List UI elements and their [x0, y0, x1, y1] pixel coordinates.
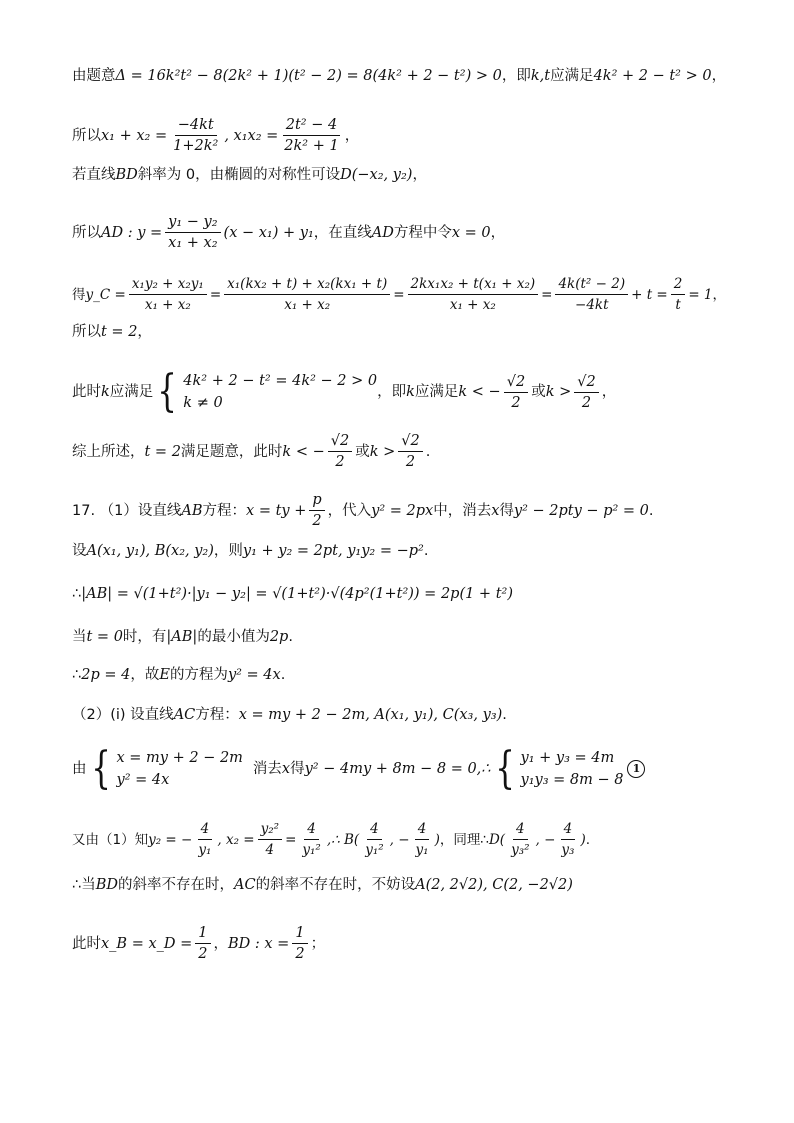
math-expression: , x₂ =	[217, 831, 255, 848]
math-expression: x₁ + x₂ =	[101, 127, 168, 144]
math-expression: )	[434, 831, 440, 848]
solution-line-3	[72, 165, 754, 185]
fraction	[170, 116, 221, 155]
solution-line-2	[72, 116, 754, 155]
denominator: 2k² + 1	[284, 138, 339, 154]
text: .	[502, 707, 507, 723]
denominator: y₁	[198, 842, 212, 858]
denominator: t	[675, 297, 681, 313]
fraction	[574, 373, 598, 412]
denominator: x₁ + x₂	[144, 297, 191, 313]
math-expression: y² = 4x	[227, 667, 281, 683]
denominator: y₁	[415, 842, 429, 858]
math-expression: =	[285, 831, 297, 848]
fraction	[292, 924, 307, 963]
numerator: x₁(kx₂ + t) + x₂(kx₁ + t)	[224, 275, 390, 295]
math-expression: , −	[389, 831, 410, 848]
math-expression: t = 0	[86, 629, 123, 645]
solution-line-7	[72, 366, 754, 417]
denominator: 2	[295, 946, 305, 962]
numerator: 1	[292, 924, 307, 944]
numerator: 4	[304, 820, 319, 840]
math-expression: BD : x =	[228, 935, 290, 952]
fraction	[362, 820, 386, 859]
math-expression: 4k² + 2 − t² > 0	[593, 68, 712, 84]
denominator: 2	[511, 394, 521, 411]
denominator: −4kt	[575, 297, 609, 313]
text: 得	[290, 761, 305, 777]
fraction	[671, 275, 686, 314]
text: ，	[712, 286, 727, 303]
text: ，	[344, 127, 360, 144]
text: ，即	[377, 384, 407, 400]
solution-line-8	[72, 432, 754, 471]
math-expression: |AB|	[166, 629, 198, 645]
math-expression: AB	[181, 502, 203, 519]
text: 中，消去	[433, 502, 492, 519]
numerator: 4	[561, 820, 576, 840]
fraction	[413, 820, 432, 859]
text: 所以	[72, 324, 101, 340]
math-variable: E	[159, 667, 170, 683]
text: 的斜率不存在时，	[118, 877, 235, 893]
solution-line-14	[72, 705, 754, 725]
equation-system: { x = my + 2 − 2m y² = 4x	[90, 743, 243, 794]
math-expression: 2p	[269, 629, 289, 645]
math-expression: ,∴ B(	[326, 831, 360, 848]
denominator: 4	[265, 842, 275, 858]
fraction	[195, 924, 210, 963]
denominator: 1+2k²	[173, 138, 219, 154]
fraction	[258, 820, 282, 859]
math-variable: k,t	[530, 68, 551, 84]
numerator: √2	[574, 373, 598, 393]
math-expression: , x₁x₂ =	[224, 127, 279, 144]
system-row: y₁ + y₃ = 4m	[520, 750, 615, 766]
fraction	[165, 213, 220, 252]
text: ，代入	[327, 502, 372, 519]
text: 方程：	[202, 502, 247, 519]
text: 所以	[72, 127, 101, 144]
numerator: p	[309, 491, 324, 511]
text: 若直线	[72, 167, 116, 183]
fraction	[328, 432, 352, 471]
numerator: 2	[671, 275, 686, 295]
numerator: √2	[328, 432, 352, 452]
math-expression: k >	[545, 384, 572, 400]
text: 的方程为	[169, 667, 228, 683]
text: ∴当	[72, 877, 96, 893]
text: .	[280, 667, 286, 683]
text: ，	[601, 384, 617, 400]
fraction	[224, 275, 390, 314]
system-row: 4k² + 2 − t² = 4k² − 2 > 0	[183, 373, 378, 389]
math-expression: D(−x₂, y₂)	[340, 167, 413, 183]
text: 又由（1）知	[72, 831, 149, 848]
text: 17. （1）设直线	[72, 502, 182, 519]
system-row: k ≠ 0	[183, 395, 223, 411]
text: 得	[499, 502, 514, 519]
math-expression: )	[580, 831, 586, 848]
solution-line-11	[72, 584, 754, 604]
solution-line-12	[72, 627, 754, 647]
text: ，	[490, 224, 506, 241]
numerator: √2	[398, 432, 422, 452]
math-variable: x	[281, 761, 291, 777]
text: 此时	[72, 935, 101, 952]
fraction	[195, 820, 214, 859]
text: ，故	[130, 667, 160, 683]
fraction	[558, 820, 577, 859]
denominator: 2	[198, 946, 208, 962]
text: 的斜率不存在时，不妨设	[255, 877, 416, 893]
math-expression: |AB| = √(1+t²)·|y₁ − y₂| = √(1+t²)·√(4p²(1+t²)) = 2p(1 + t²)	[81, 586, 513, 602]
math-expression: x = 0	[451, 224, 491, 241]
solution-line-5: 得 y_C = $\frac{\text{x₁y₂ + x₂y₁}}{\text{x₁ + x₂}}$ = $\frac{\text{x₁(kx₂ + t) + x₂(kx₁ + t)}}{\text{x₁ + x₂}}$ = $\frac{\text{2kx₁x₂ + t(x₁ + x₂)}}{\text{x₁ + x₂}}$ = $\frac{\text{4k(t² − 2)}}{-4kt}$ + t = $\frac{2}{t}$ = 1 ，	[72, 276, 727, 313]
numerator: 1	[195, 924, 210, 944]
math-expression: y_C =	[85, 286, 126, 303]
fraction	[309, 491, 324, 530]
text: 应满足	[109, 384, 154, 400]
system-row: y² = 4x	[116, 772, 170, 788]
text: .	[585, 831, 591, 848]
math-expression: = 1	[688, 286, 713, 303]
text: .	[425, 443, 431, 460]
fraction	[398, 432, 422, 471]
math-expression: y₁ + y₂ = 2pt, y₁y₂ = −p²	[242, 543, 424, 559]
math-expression: k < −	[282, 443, 325, 460]
solution-line-18	[72, 924, 754, 963]
denominator: 2	[335, 454, 345, 470]
fraction	[508, 820, 532, 859]
math-expression: AD	[371, 224, 394, 241]
numerator: −4kt	[175, 116, 217, 136]
math-variable: k	[406, 384, 415, 400]
math-expression: A(2, 2√2), C(2, −2√2)	[415, 877, 573, 893]
text: 或	[531, 384, 546, 400]
text: 此时	[72, 384, 101, 400]
solution-line-9	[72, 491, 754, 530]
text: 或	[355, 443, 370, 460]
math-expression: + t =	[631, 286, 668, 303]
equation-system: { y₁ + y₃ = 4m y₁y₃ = 8m − 8	[494, 743, 624, 794]
text: ；	[310, 935, 326, 952]
math-expression: AC	[234, 877, 256, 893]
solution-line-15	[72, 743, 754, 794]
text: 时，有	[122, 629, 167, 645]
text: 应满足	[414, 384, 459, 400]
math-variable: x	[491, 502, 500, 519]
math-expression: 2p = 4	[81, 667, 131, 683]
fraction	[555, 275, 628, 314]
math-expression: y² − 4my + 8m − 8 = 0,∴	[304, 761, 491, 777]
text: 由题意	[72, 68, 116, 84]
text: 当	[72, 629, 87, 645]
numerator: 4	[198, 820, 213, 840]
math-expression: k < −	[458, 384, 501, 400]
solution-line-10	[72, 541, 754, 561]
text: 方程：	[195, 707, 239, 723]
denominator: y₃	[561, 842, 575, 858]
numerator: 2t² − 4	[283, 116, 340, 136]
text: 综上所述，	[72, 443, 145, 460]
text: ，	[412, 167, 427, 183]
text: ，则	[213, 543, 243, 559]
denominator: 2	[581, 394, 592, 411]
numerator: √2	[504, 373, 528, 393]
math-expression: x = ty +	[246, 502, 307, 519]
fraction	[299, 820, 323, 859]
denominator: x₁ + x₂	[449, 297, 496, 313]
text: 满足题意，此时	[180, 443, 283, 460]
numerator: 4k(t² − 2)	[555, 275, 628, 295]
fraction	[504, 373, 528, 412]
math-expression: (x − x₁) + y₁	[223, 224, 314, 241]
math-expression: D(	[488, 831, 506, 848]
math-expression: x_B = x_D =	[101, 935, 193, 952]
text: 斜率为 0，由椭圆的对称性可设	[137, 167, 341, 183]
math-expression: AC	[173, 707, 196, 723]
denominator: x₁ + x₂	[168, 235, 218, 251]
solution-line-17	[72, 875, 754, 895]
math-expression: y² − 2pty − p² = 0	[513, 502, 649, 519]
equation-system: { 4k² + 2 − t² = 4k² − 2 > 0 k ≠ 0	[157, 366, 378, 417]
numerator: x₁y₂ + x₂y₁	[129, 275, 207, 295]
denominator: x₁ + x₂	[284, 297, 331, 313]
text: ∴	[72, 586, 82, 602]
solution-line-6	[72, 322, 754, 342]
system-row: y₁y₃ = 8m − 8	[520, 772, 624, 788]
fraction	[408, 275, 539, 314]
math-expression: AD : y =	[101, 224, 163, 241]
numerator: y₁ − y₂	[165, 213, 220, 233]
fraction	[129, 275, 207, 314]
text: 设	[72, 543, 87, 559]
denominator: y₁²	[302, 842, 321, 858]
numerator: 4	[415, 820, 430, 840]
math-variable: k	[101, 384, 110, 400]
math-expression: y₂ = −	[148, 831, 193, 848]
circled-number-marker: 1	[627, 760, 645, 778]
text: 消去	[252, 761, 282, 777]
text: .	[648, 502, 654, 519]
text: ∴	[72, 667, 82, 683]
text: ，在直线	[313, 224, 372, 241]
numerator: 4	[367, 820, 382, 840]
denominator: y₃²	[511, 842, 530, 858]
text: 应满足	[550, 68, 594, 84]
solution-line-13	[72, 665, 754, 685]
math-expression: BD	[115, 167, 138, 183]
text: 的最小值为	[197, 629, 270, 645]
text: .	[423, 543, 429, 559]
system-row: x = my + 2 − 2m	[116, 750, 243, 766]
text: ，即	[501, 68, 531, 84]
numerator: 4	[513, 820, 528, 840]
text: 由	[72, 761, 87, 777]
text: .	[288, 629, 293, 645]
denominator: 2	[405, 454, 416, 470]
text: 方程中令	[393, 224, 452, 241]
text: （2）(i) 设直线	[72, 707, 174, 723]
text: 所以	[72, 224, 101, 241]
math-expression: , −	[535, 831, 556, 848]
numerator: 2kx₁x₂ + t(x₁ + x₂)	[408, 275, 539, 295]
text: ，	[711, 68, 727, 84]
text: ，	[137, 324, 152, 340]
solution-line-4	[72, 213, 754, 252]
math-expression: BD	[95, 877, 119, 893]
fraction	[281, 116, 341, 155]
solution-line-1	[72, 66, 754, 86]
denominator: y₁²	[365, 842, 384, 858]
math-expression: t = 2	[101, 324, 138, 340]
math-expression: Δ = 16k²t² − 8(2k² + 1)(t² − 2) = 8(4k² + 2 − t²) > 0	[115, 68, 502, 84]
math-expression: x = my + 2 − 2m, A(x₁, y₁), C(x₃, y₃)	[238, 707, 503, 723]
text: ，同理∴	[439, 831, 489, 848]
math-expression: k >	[369, 443, 396, 460]
denominator: 2	[312, 513, 322, 529]
math-expression: y² = 2px	[371, 502, 434, 519]
text: ，	[213, 935, 228, 952]
numerator: y₂²	[258, 820, 282, 840]
math-expression: A(x₁, y₁), B(x₂, y₂)	[86, 543, 214, 559]
solution-line-16	[72, 820, 754, 859]
text: 得	[72, 286, 86, 303]
math-expression: t = 2	[144, 443, 181, 460]
